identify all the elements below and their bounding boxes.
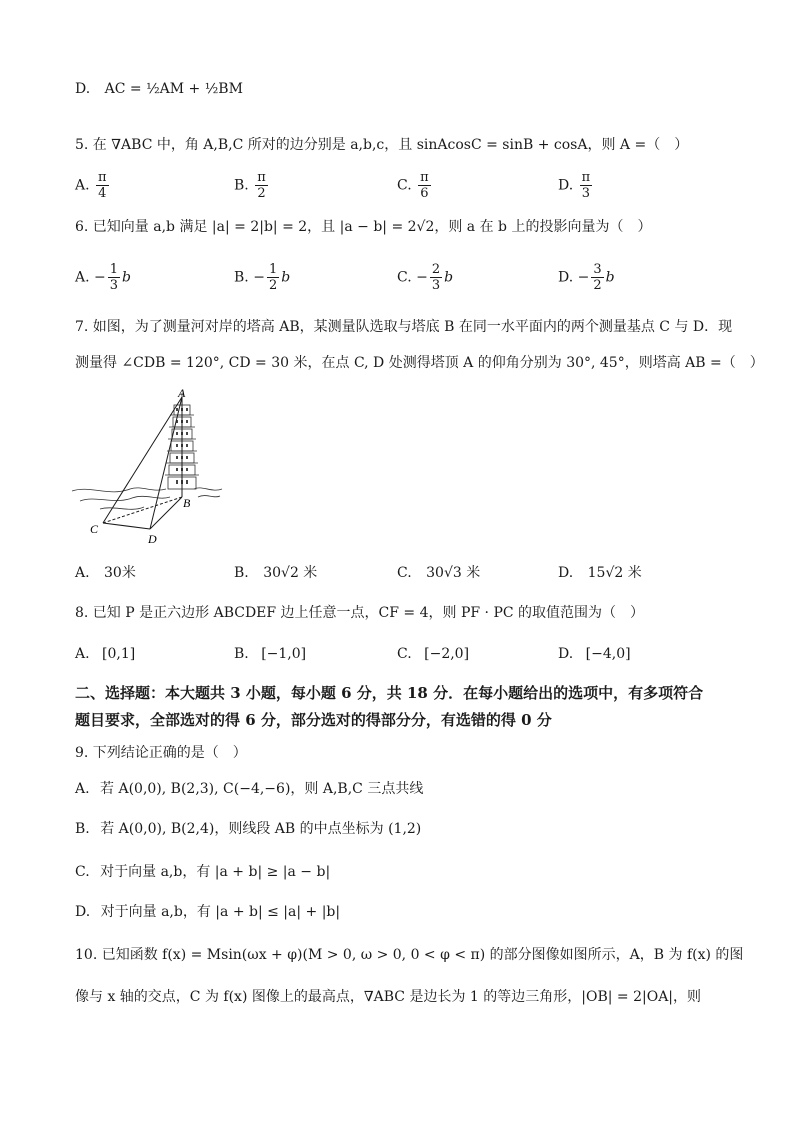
- fraction: $\frac{1}{2}$: [268, 262, 278, 293]
- option-label: C.: [397, 646, 412, 662]
- option-label: C.: [397, 565, 412, 581]
- option-text: [−1,0]: [261, 646, 307, 662]
- option-label: D.: [558, 269, 574, 286]
- option-label: D.: [558, 565, 574, 581]
- option-text: [−4,0]: [585, 646, 631, 662]
- option-label: B.: [234, 565, 249, 581]
- q4-option-d-label: D.: [75, 81, 91, 97]
- q5-option-c[interactable]: [397, 170, 433, 201]
- q7-stem-line1: 7. 如图，为了测量河对岸的塔高 AB，某测量队选取与塔底 B 在同一水平面内的两个测量基点 C 与 D．现: [75, 319, 733, 335]
- option-label: B.: [234, 269, 249, 286]
- q7-option-d[interactable]: [558, 564, 642, 582]
- q5-stem: 5. 在 ∇ABC 中，角 A,B,C 所对的边分别是 a,b,c，且 sinAcosC = sinB + cosA，则 A =（ ）: [75, 137, 689, 153]
- q9-stem: 9. 下列结论正确的是（ ）: [75, 745, 247, 761]
- q7-stem-line2: 测量得 ∠CDB = 120°, CD = 30 米，在点 C, D 处测得塔顶 A 的仰角分别为 30°, 45°，则塔高 AB =（ ）: [75, 355, 764, 371]
- section-heading-line1: 二、选择题：本大题共 3 小题，每小题 6 分，共 18 分．在每小题给出的选项中，有多项符合: [75, 684, 704, 702]
- fraction: $\frac{2}{3}$: [431, 262, 441, 293]
- fraction: $\frac{3}{2}$: [593, 262, 602, 293]
- q5-option-b[interactable]: [234, 170, 270, 201]
- option-text: [0,1]: [102, 646, 136, 662]
- option-label: A.: [75, 646, 90, 662]
- q8-option-b[interactable]: [234, 645, 306, 663]
- q9-option-c[interactable]: [75, 863, 330, 881]
- figure-label-c: C: [90, 522, 99, 536]
- option-text: 对于向量 a,b，有 |a + b| ≤ |a| + |b|: [100, 904, 341, 920]
- fraction: $\frac{\pi}{6}$: [420, 170, 429, 201]
- q9-option-b[interactable]: [75, 820, 421, 838]
- option-text: 30√3 米: [426, 565, 481, 581]
- option-label: B.: [234, 177, 249, 194]
- figure-label-a: A: [178, 386, 186, 400]
- q8-stem: 8. 已知 P 是正六边形 ABCDEF 边上任意一点，CF = 4，则 PF · PC 的取值范围为（ ）: [75, 605, 645, 621]
- q4-option-d: [75, 80, 243, 98]
- option-text: 若 A(0,0), B(2,3), C(−4,−6)，则 A,B,C 三点共线: [100, 781, 424, 797]
- q7-option-c[interactable]: [397, 564, 480, 582]
- q9-option-d[interactable]: [75, 903, 340, 921]
- q5-option-d[interactable]: [558, 170, 594, 201]
- option-label: B.: [75, 821, 90, 837]
- q8-option-a[interactable]: [75, 645, 135, 663]
- q6-option-a[interactable]: A. − $\frac{1}{3}$ b: [75, 262, 131, 293]
- option-label: C.: [397, 177, 412, 194]
- option-text: 15√2 米: [587, 565, 642, 581]
- option-label: A.: [75, 269, 90, 286]
- option-text: [−2,0]: [424, 646, 470, 662]
- option-label: D.: [558, 646, 574, 662]
- q6-stem: 6. 已知向量 a,b 满足 |a| = 2|b| = 2，且 |a − b| = 2√2，则 a 在 b 上的投影向量为（ ）: [75, 219, 652, 235]
- q8-option-c[interactable]: [397, 645, 469, 663]
- option-label: D.: [75, 904, 91, 920]
- option-label: C.: [397, 269, 412, 286]
- figure-label-b: B: [183, 496, 191, 510]
- q6-option-b[interactable]: B. − $\frac{1}{2}$ b: [234, 262, 291, 293]
- option-text: 对于向量 a,b，有 |a + b| ≥ |a − b|: [100, 864, 331, 880]
- figure-label-d: D: [148, 532, 157, 546]
- option-text: 若 A(0,0), B(2,4)，则线段 AB 的中点坐标为 (1,2): [100, 821, 422, 837]
- q8-option-d[interactable]: [558, 645, 631, 663]
- q6-option-d[interactable]: D. − $\frac{3}{2}$ b: [558, 262, 615, 293]
- option-label: A.: [75, 177, 90, 194]
- q7-option-a[interactable]: [75, 564, 136, 582]
- fraction: $\frac{\pi}{4}$: [98, 170, 107, 201]
- q7-option-b[interactable]: [234, 564, 317, 582]
- q10-line1: 10. 已知函数 f(x) = Msin(ωx + φ)(M > 0, ω > 0, 0 < φ < π) 的部分图像如图所示，A，B 为 f(x) 的图: [75, 947, 744, 963]
- fraction: $\frac{\pi}{3}$: [581, 170, 591, 201]
- q5-option-a[interactable]: [75, 170, 111, 201]
- option-label: B.: [234, 646, 249, 662]
- fraction: $\frac{\pi}{2}$: [257, 170, 266, 201]
- option-label: A.: [75, 781, 90, 797]
- option-text: 30√2 米: [263, 565, 318, 581]
- river-waves: [72, 488, 222, 509]
- fraction: $\frac{1}{3}$: [109, 262, 119, 293]
- q10-line2: 像与 x 轴的交点，C 为 f(x) 图像上的最高点，∇ABC 是边长为 1 的等边三角形，|OB| = 2|OA|，则: [75, 989, 702, 1005]
- section-heading-line2: 题目要求，全部选对的得 6 分，部分选对的得部分分，有选错的得 0 分: [75, 711, 552, 729]
- q7-figure: [70, 385, 230, 550]
- option-label: A.: [75, 565, 90, 581]
- q6-option-c[interactable]: C. − $\frac{2}{3}$ b: [397, 262, 454, 293]
- option-text: 30米: [104, 565, 136, 581]
- option-label: C.: [75, 864, 90, 880]
- q4-option-d-expr: AC = ½AM + ½BM: [104, 81, 243, 97]
- q9-option-a[interactable]: [75, 780, 423, 798]
- option-label: D.: [558, 177, 574, 194]
